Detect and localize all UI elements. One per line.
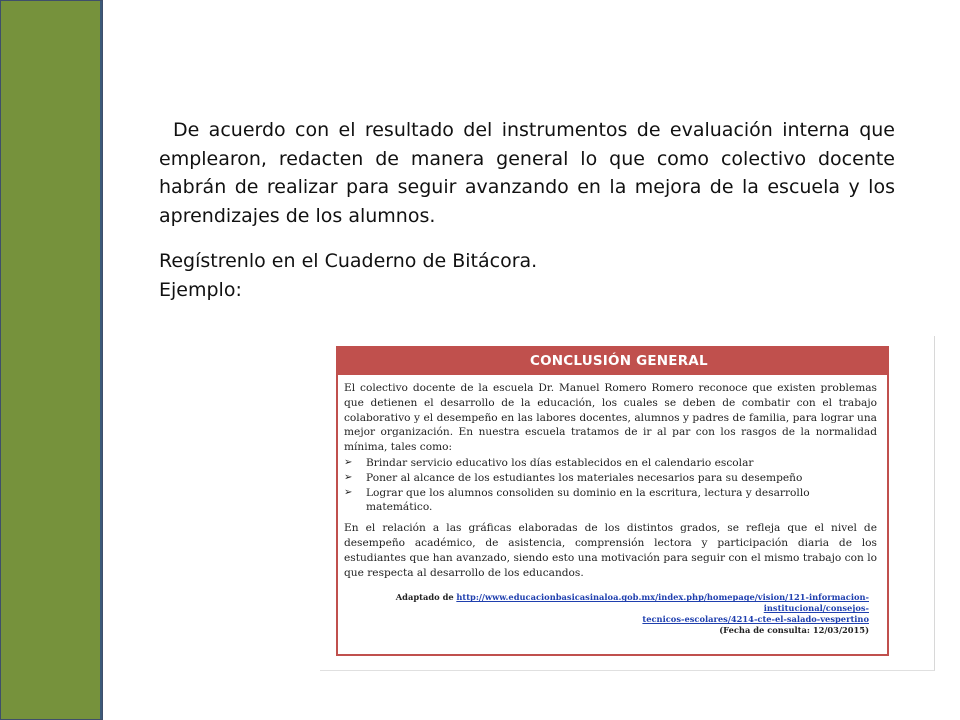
register-instruction: Regístrenlo en el Cuaderno de Bitácora. [159, 250, 538, 272]
source-label: Adaptado de [395, 592, 454, 603]
arrow-bullet-icon: ➢ [344, 486, 353, 498]
list-item [344, 471, 877, 486]
source-citation [344, 592, 877, 636]
sidebar-accent-bar [0, 0, 103, 720]
source-date: (Fecha de consulta: 12/03/2015) [719, 625, 869, 636]
source-link[interactable]: http://www.educacionbasicasinaloa.gob.mx/index.php/homepage/vision/121-informacion-institucional/consejos- [456, 592, 869, 614]
bullet-text: Brindar servicio educativo los días establecidos en el calendario escolar [366, 456, 754, 469]
conclusion-intro: El colectivo docente de la escuela Dr. Manuel Romero Romero reconoce que existen problemas que detienen el desarrollo de la educación, los cuales se deben de combatir con el trabajo colaborativo y el desempeño en las labores docentes, alumnos y padres de familia, para lograr una mejor organización. En nuestra escuela tratamos de ir al par con los rasgos de la normalidad mínima, tales como: [344, 382, 877, 454]
conclusion-box [336, 346, 889, 656]
conclusion-bullet-list [344, 456, 877, 515]
arrow-bullet-icon: ➢ [344, 456, 353, 468]
example-label: Ejemplo: [159, 278, 242, 301]
conclusion-body [338, 375, 887, 636]
arrow-bullet-icon: ➢ [344, 471, 353, 483]
bullet-text: Poner al alcance de los estudiantes los materiales necesarios para su desempeño [366, 471, 803, 484]
instructions-paragraph: De acuerdo con el resultado del instrumentos de evaluación interna que emplearon, redacten de manera general lo que como colectivo docente habrán de realizar para seguir avanzando en la mejora de la escuela y los aprendizajes de los alumnos. [159, 119, 895, 227]
conclusion-title: CONCLUSIÓN GENERAL [338, 348, 887, 375]
bullet-text: Lograr que los alumnos consoliden su dominio en la escritura, lectura y desarrollo matemático. [366, 486, 810, 514]
example-figure [320, 336, 935, 671]
list-item [344, 486, 877, 516]
conclusion-paragraph: En el relación a las gráficas elaboradas de los distintos grados, se refleja que el nivel de desempeño académico, de asistencia, comprensión lectora y participación diaria de los estudiantes que han avanzado, siendo esto una motivación para seguir con el mismo trabajo con lo que respecta al desarrollo de los educandos. [344, 522, 877, 579]
source-link-continued[interactable]: tecnicos-escolares/4214-cte-el-salado-vespertino [642, 614, 869, 625]
instructions-text [159, 116, 895, 304]
list-item [344, 456, 877, 471]
